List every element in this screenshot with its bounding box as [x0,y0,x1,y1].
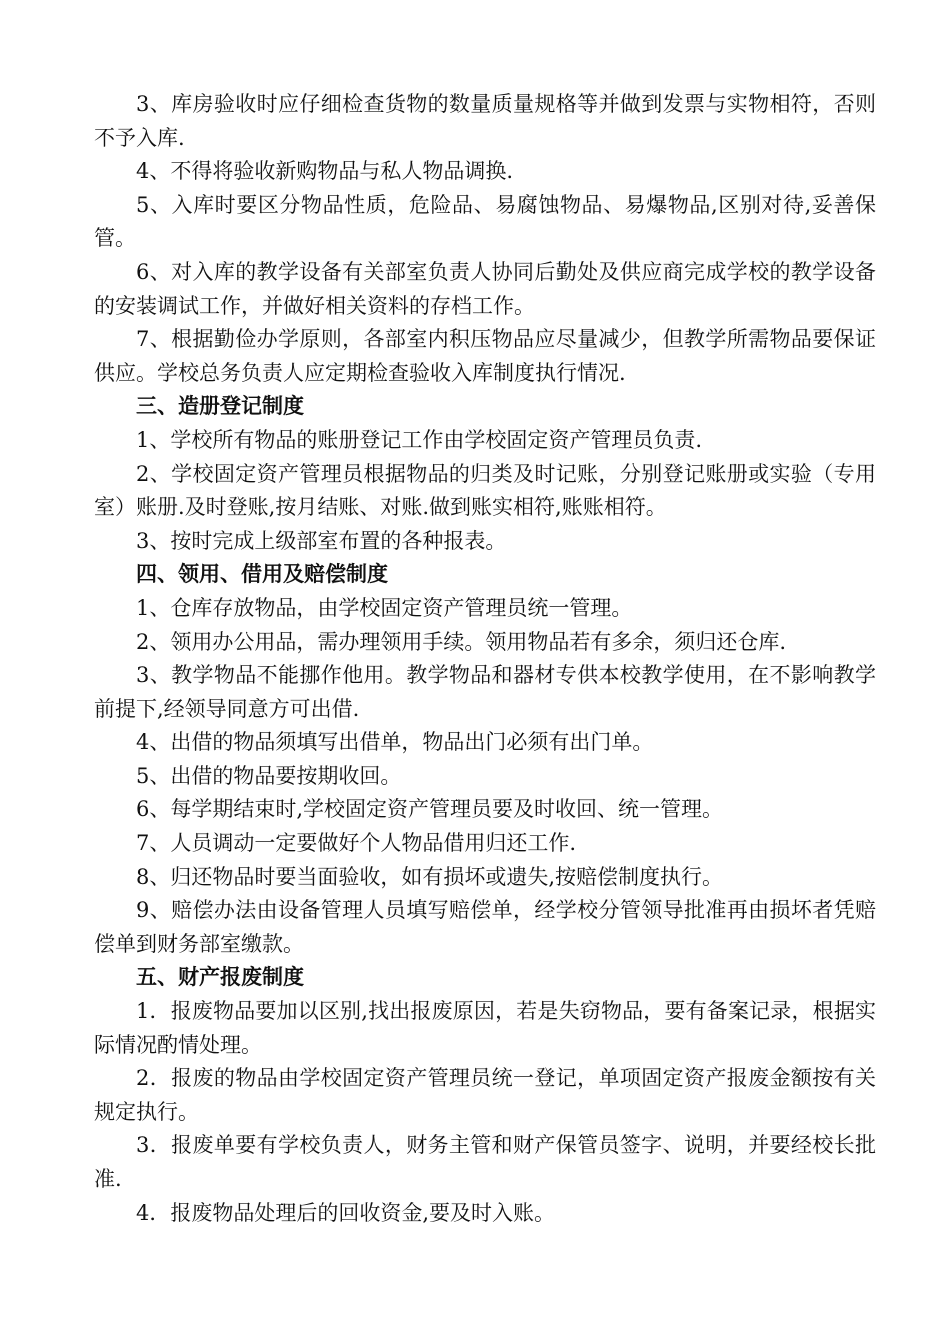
paragraph-inbound-4: 4、不得将验收新购物品与私人物品调换. [136,159,514,184]
paragraph-borrowing-9: 9、赔偿办法由设备管理人员填写赔偿单，经学校分管领导批准再由损坏者凭赔偿单到财务部室缴款。 [94,898,876,956]
paragraph-borrowing-3: 3、教学物品不能挪作他用。教学物品和器材专供本校教学使用，在不影响教学前提下,经领导同意方可出借. [94,663,876,721]
paragraph-borrowing-1: 1、仓库存放物品，由学校固定资产管理员统一管理。 [136,595,633,620]
paragraph-registration-3: 3、按时完成上级部室布置的各种报表。 [136,528,507,553]
paragraph-disposal-4: 4．报废物品处理后的回收资金,要及时入账。 [136,1200,556,1225]
paragraph-borrowing-2: 2、领用办公用品，需办理领用手续。领用物品若有多余，须归还仓库. [136,629,787,654]
paragraph-registration-1: 1、学校所有物品的账册登记工作由学校固定资产管理员负责. [136,427,703,452]
paragraph-borrowing-6: 6、每学期结束时,学校固定资产管理员要及时收回、统一管理。 [136,797,724,822]
paragraph-disposal-3: 3．报废单要有学校负责人，财务主管和财产保管员签字、说明，并要经校长批准. [94,1133,876,1191]
paragraph-inbound-5: 5、入库时要区分物品性质，危险品、易腐蚀物品、易爆物品,区别对待,妥善保管。 [94,192,876,251]
paragraph-disposal-2: 2．报废的物品由学校固定资产管理员统一登记，单项固定资产报废金额按有关规定执行。 [94,1066,876,1124]
paragraph-disposal-1: 1．报废物品要加以区别,找出报废原因，若是失窃物品，要有备案记录，根据实际情况酌情处理。 [94,999,876,1057]
heading-registration: 三、造册登记制度 [136,394,304,419]
paragraph-borrowing-5: 5、出借的物品要按期收回。 [136,763,402,788]
paragraph-borrowing-7: 7、人员调动一定要做好个人物品借用归还工作. [136,831,577,856]
paragraph-inbound-6: 6、对入库的教学设备有关部室负责人协同后勤处及供应商完成学校的教学设备的安装调试工作，并做好相关资料的存档工作。 [94,259,876,318]
document-body [94,88,876,1230]
paragraph-borrowing-4: 4、出借的物品须填写出借单，物品出门必须有出门单。 [136,730,654,755]
paragraph-inbound-7: 7、根据勤俭办学原则，各部室内积压物品应尽量减少，但教学所需物品要保证供应。学校总务负责人应定期检查验收入库制度执行情况. [94,327,876,385]
paragraph-inbound-3: 3、库房验收时应仔细检查货物的数量质量规格等并做到发票与实物相符，否则不予入库. [94,92,876,150]
paragraph-registration-2: 2、学校固定资产管理员根据物品的归类及时记账，分别登记账册或实验（专用室）账册.及时登账,按月结账、对账.做到账实相符,账账相符。 [94,461,876,520]
heading-disposal: 五、财产报废制度 [136,965,304,990]
heading-borrowing: 四、领用、借用及赔偿制度 [136,562,388,587]
paragraph-borrowing-8: 8、归还物品时要当面验收，如有损坏或遗失,按赔偿制度执行。 [136,864,724,889]
